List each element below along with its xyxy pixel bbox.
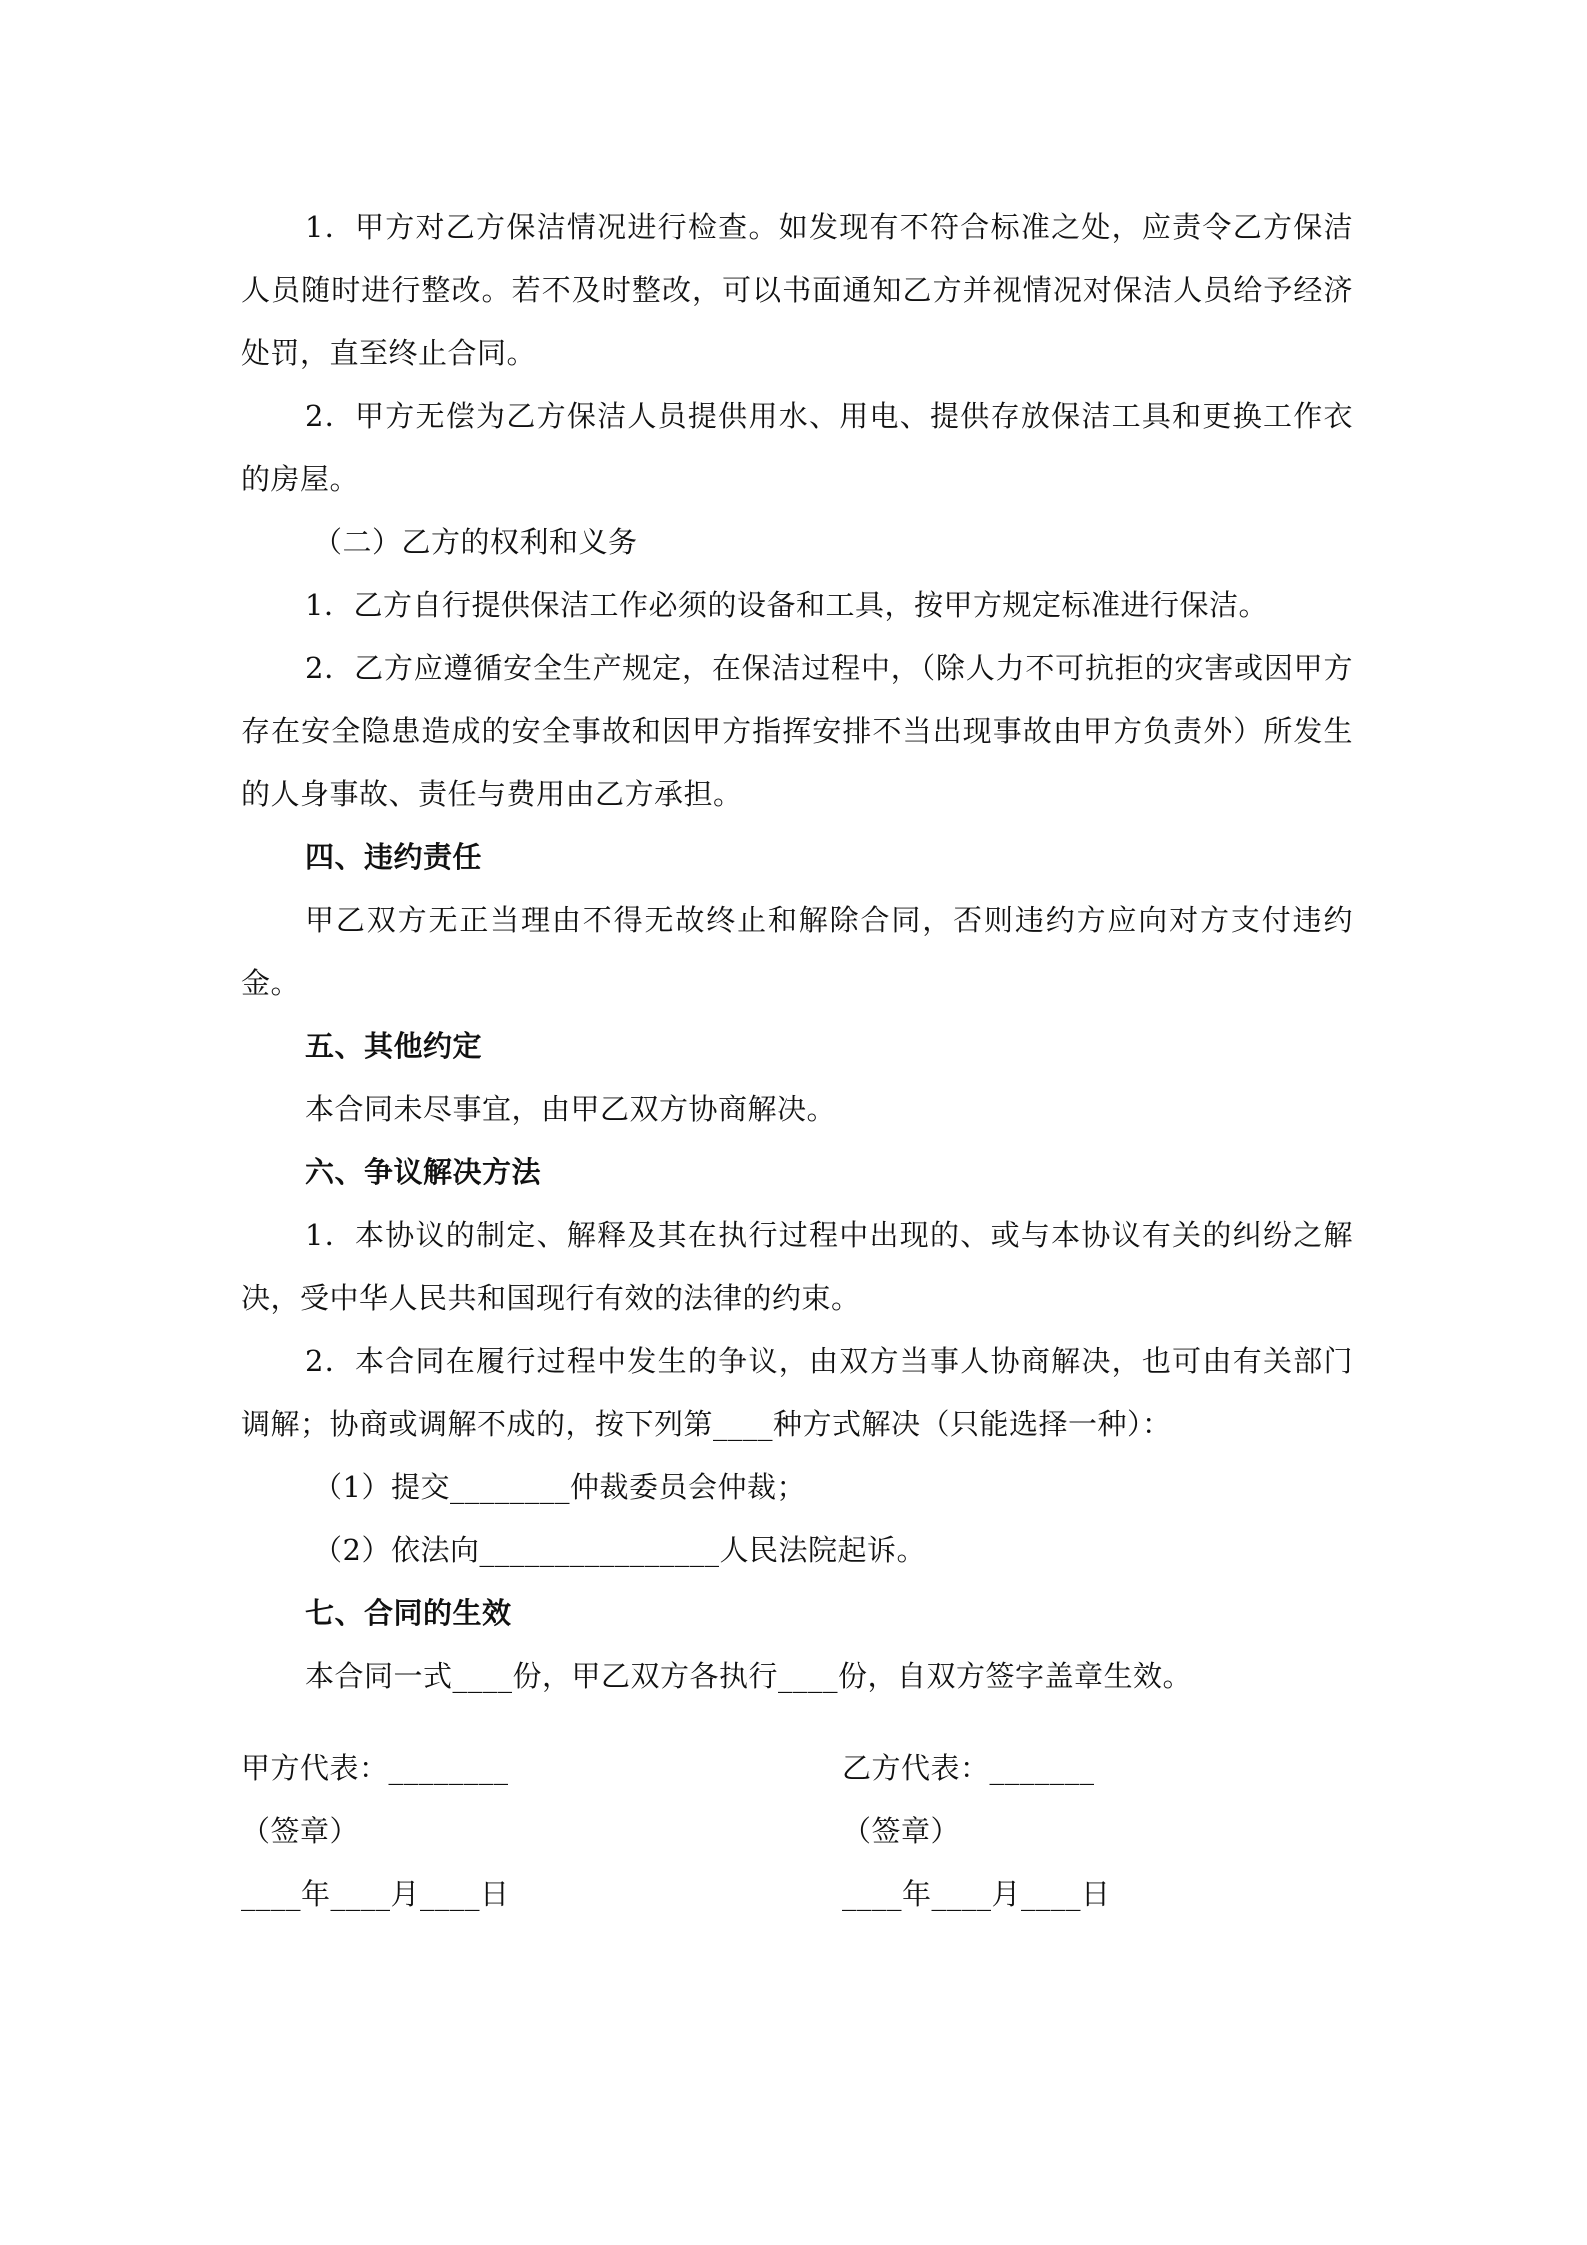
paragraph-party-a-facilities: 2．甲方无偿为乙方保洁人员提供用水、用电、提供存放保洁工具和更换工作衣的房屋。 xyxy=(241,399,1353,496)
heading-breach-liability: 四、违约责任 xyxy=(305,840,483,874)
party-a-date: ____年____月____日 xyxy=(241,1877,510,1911)
subheading-party-b-rights: （二）乙方的权利和义务 xyxy=(313,525,638,559)
party-b-date: ____年____月____日 xyxy=(842,1877,1111,1911)
option-litigation: （2）依法向________________人民法院起诉。 xyxy=(313,1533,926,1567)
party-b-seal: （签章） xyxy=(842,1814,961,1848)
heading-other-agreements: 五、其他约定 xyxy=(305,1029,483,1063)
signature-party-a xyxy=(241,1737,510,1926)
option-arbitration: （1）提交________仲裁委员会仲裁； xyxy=(313,1470,806,1504)
party-a-seal: （签章） xyxy=(241,1814,360,1848)
paragraph-party-b-safety: 2．乙方应遵循安全生产规定，在保洁过程中，（除人力不可抗拒的灾害或因甲方存在安全隐患造成的安全事故和因甲方指挥安排不当出现事故由甲方负责外）所发生的人身事故、责任与费用由乙方承担。 xyxy=(241,651,1353,811)
heading-dispute-resolution: 六、争议解决方法 xyxy=(305,1155,542,1189)
paragraph-breach-liability: 甲乙双方无正当理由不得无故终止和解除合同，否则违约方应向对方支付违约金。 xyxy=(241,903,1353,1000)
party-a-representative: 甲方代表：________ xyxy=(241,1751,509,1785)
paragraph-governing-law: 1．本协议的制定、解释及其在执行过程中出现的、或与本协议有关的纠纷之解决，受中华人民共和国现行有效的法律的约束。 xyxy=(241,1218,1353,1315)
paragraph-party-b-equipment: 1．乙方自行提供保洁工作必须的设备和工具，按甲方规定标准进行保洁。 xyxy=(305,588,1268,622)
paragraph-contract-effect: 本合同一式____份，甲乙双方各执行____份，自双方签字盖章生效。 xyxy=(305,1659,1193,1693)
heading-contract-effect: 七、合同的生效 xyxy=(305,1596,512,1630)
document-body xyxy=(241,196,1353,1708)
party-b-representative: 乙方代表：_______ xyxy=(842,1751,1095,1785)
paragraph-party-a-inspection: 1．甲方对乙方保洁情况进行检查。如发现有不符合标准之处，应责令乙方保洁人员随时进行整改。若不及时整改，可以书面通知乙方并视情况对保洁人员给予经济处罚，直至终止合同。 xyxy=(241,210,1353,370)
paragraph-dispute-method: 2．本合同在履行过程中发生的争议，由双方当事人协商解决，也可由有关部门调解；协商或调解不成的，按下列第____种方式解决（只能选择一种）： xyxy=(241,1344,1353,1441)
signature-party-b xyxy=(842,1737,1111,1926)
paragraph-other-agreements: 本合同未尽事宜，由甲乙双方协商解决。 xyxy=(305,1092,837,1126)
